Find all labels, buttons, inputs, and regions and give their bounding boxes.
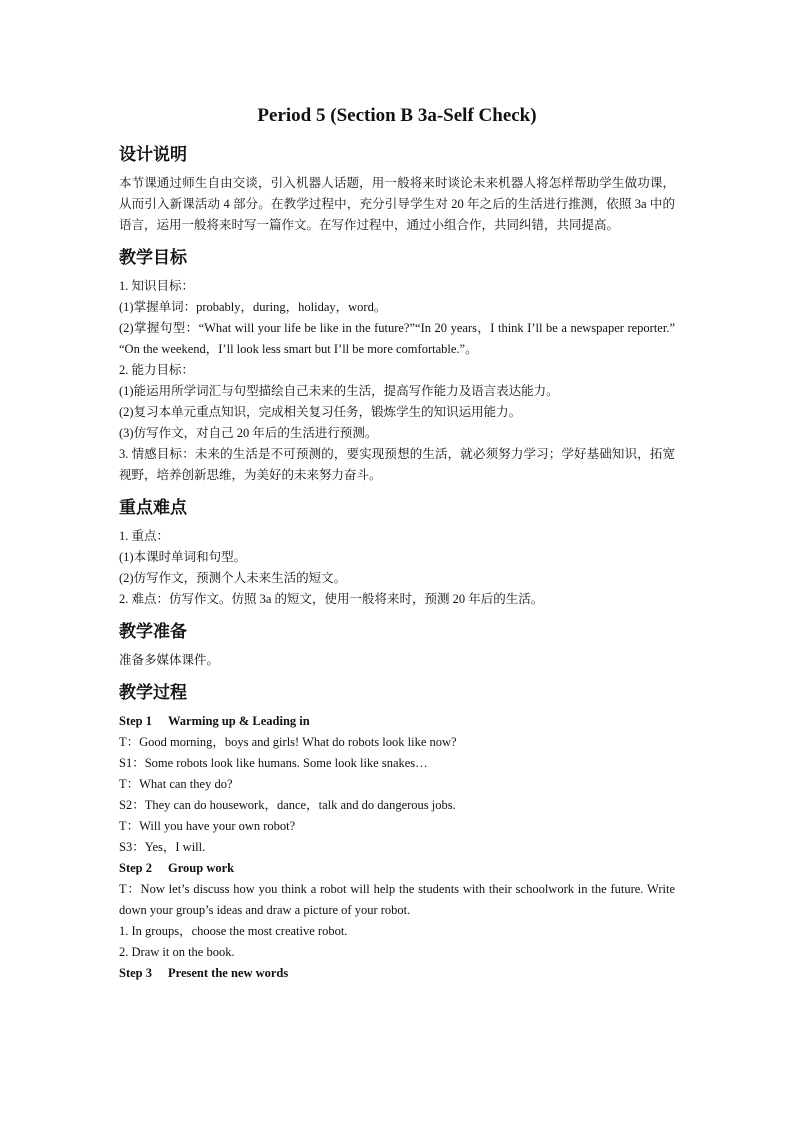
goals-line: 1. 知识目标： <box>119 279 195 293</box>
step-number: Step 1 <box>119 714 152 728</box>
step-heading <box>119 711 675 732</box>
dialogue-line: T：Will you have your own robot? <box>119 819 296 833</box>
key-points-line: (2)仿写作文，预测个人未来生活的短文。 <box>119 571 347 585</box>
process-line: 2. Draw it on the book. <box>119 945 235 959</box>
step-title: Group work <box>168 861 235 875</box>
dialogue-line: S1：Some robots look like humans. Some look like snakes… <box>119 756 428 770</box>
section-heading-goals: 教学目标 <box>119 248 187 268</box>
step-number: Step 2 <box>119 861 152 875</box>
page-content <box>119 103 675 984</box>
goals-line: (1)掌握单词：probably，during，holiday，word。 <box>119 300 387 314</box>
step-heading <box>119 963 675 984</box>
step-title: Present the new words <box>168 966 289 980</box>
process-line: 1. In groups，choose the most creative robot. <box>119 924 348 938</box>
section-heading-prep: 教学准备 <box>119 622 187 642</box>
page-title: Period 5 (Section B 3a-Self Check) <box>257 105 537 126</box>
goals-line: (1)能运用所学词汇与句型描绘自己未来的生活，提高写作能力及语言表达能力。 <box>119 384 559 398</box>
step-heading <box>119 858 675 879</box>
goals-line: 2. 能力目标： <box>119 363 195 377</box>
goals-line: 3. 情感目标：未来的生活是不可预测的，要实现预想的生活，就必须努力学习；学好基础知识，拓宽视野，培养创新思维，为美好的未来努力奋斗。 <box>119 447 675 482</box>
goals-line: (2)掌握句型：“What will your life be like in the future?”“In 20 years，I think I’ll be a newspaper reporter.” “On the weekend，I’ll look less smart but I’ll be more comfortable.”。 <box>119 321 675 356</box>
process-line: T：Now let’s discuss how you think a robot will help the students with their schoolwork in the future. Write down your group’s ideas and draw a picture of your robot. <box>119 882 675 917</box>
design-paragraph: 本节课通过师生自由交谈，引入机器人话题，用一般将来时谈论未来机器人将怎样帮助学生做功课，从而引入新课活动 4 部分。在教学过程中，充分引导学生对 20 年之后的生活进行推测，依照 3a 中的语言，运用一般将来时写一篇作文。在写作过程中，通过小组合作，共同纠错，共同提高。 <box>119 176 675 232</box>
prep-paragraph: 准备多媒体课件。 <box>119 653 220 667</box>
dialogue-line: S3：Yes，I will. <box>119 840 206 854</box>
section-heading-design: 设计说明 <box>119 145 187 165</box>
key-points-line: 1. 重点： <box>119 529 170 543</box>
step-number: Step 3 <box>119 966 152 980</box>
goals-line: (3)仿写作文，对自己 20 年后的生活进行预测。 <box>119 426 378 440</box>
key-points-line: 2. 难点：仿写作文。仿照 3a 的短文，使用一般将来时，预测 20 年后的生活。 <box>119 592 544 606</box>
goals-line: (2)复习本单元重点知识，完成相关复习任务，锻炼学生的知识运用能力。 <box>119 405 522 419</box>
step-title: Warming up & Leading in <box>168 714 310 728</box>
dialogue-line: S2：They can do housework，dance，talk and do dangerous jobs. <box>119 798 456 812</box>
dialogue-line: T：What can they do? <box>119 777 233 791</box>
key-points-line: (1)本课时单词和句型。 <box>119 550 247 564</box>
section-heading-key-points: 重点难点 <box>119 498 187 518</box>
section-heading-process: 教学过程 <box>119 683 187 703</box>
dialogue-line: T：Good morning，boys and girls! What do robots look like now? <box>119 735 457 749</box>
